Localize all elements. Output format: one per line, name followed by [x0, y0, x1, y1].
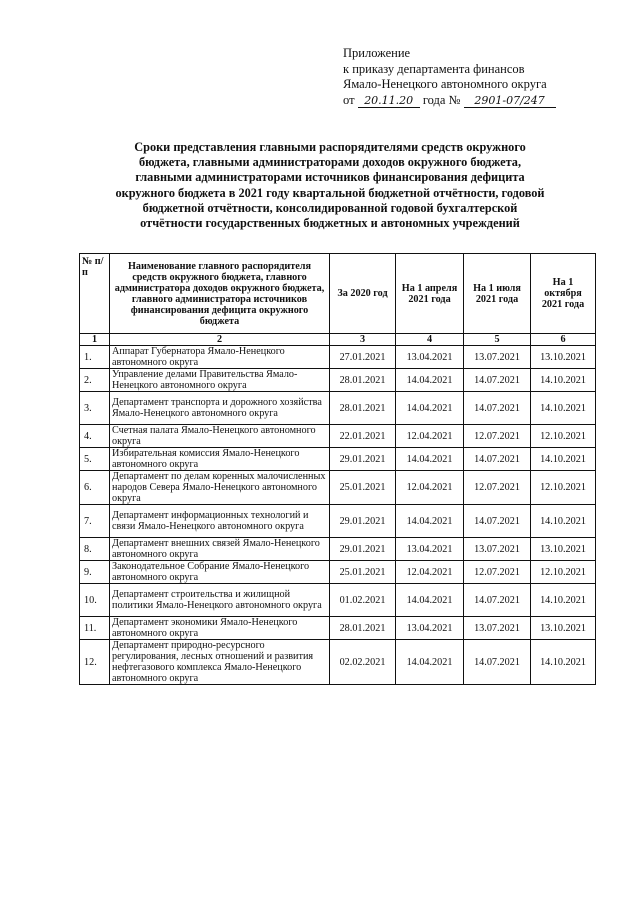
row-number: 9. — [80, 561, 110, 584]
row-number: 7. — [80, 505, 110, 538]
header-line-3: Ямало-Ненецкого автономного округа — [343, 77, 547, 91]
row-deadline-2020: 29.01.2021 — [330, 538, 396, 561]
table-row — [80, 505, 596, 538]
table-row — [80, 425, 596, 448]
row-deadline-july: 14.07.2021 — [464, 369, 531, 392]
row-organization-name: Избирательная комиссия Ямало-Ненецкого автономного округа — [110, 448, 330, 471]
row-deadline-april: 12.04.2021 — [396, 471, 464, 505]
order-date-handwritten: 20.11.20 — [358, 95, 420, 108]
row-organization-name: Счетная палата Ямало-Ненецкого автономного округа — [110, 425, 330, 448]
row-deadline-july: 12.07.2021 — [464, 561, 531, 584]
table-row — [80, 448, 596, 471]
row-deadline-2020: 29.01.2021 — [330, 448, 396, 471]
column-index: 4 — [396, 334, 464, 346]
title-line: главными администраторами источников финансирования дефицита — [135, 170, 525, 185]
row-deadline-april: 14.04.2021 — [396, 369, 464, 392]
row-deadline-july: 12.07.2021 — [464, 471, 531, 505]
row-number: 5. — [80, 448, 110, 471]
row-number: 11. — [80, 617, 110, 640]
row-deadline-april: 13.04.2021 — [396, 617, 464, 640]
row-deadline-october: 12.10.2021 — [531, 561, 596, 584]
header-name: Наименование главного распорядителя средств окружного бюджета, главного администратора доходов окружного бюджета, главного администратора источников финансирования дефицита окружного бюджета — [110, 254, 330, 334]
table-row — [80, 617, 596, 640]
table-row — [80, 584, 596, 617]
row-deadline-april: 14.04.2021 — [396, 505, 464, 538]
header-line-2: к приказу департамента финансов — [343, 61, 525, 76]
row-deadline-october: 14.10.2021 — [531, 448, 596, 471]
table-row — [80, 640, 596, 685]
table-header-row — [80, 254, 596, 334]
column-index: 2 — [110, 334, 330, 346]
row-deadline-october: 14.10.2021 — [531, 584, 596, 617]
row-deadline-april: 13.04.2021 — [396, 346, 464, 369]
title-line: бюджета, главными администраторами доходов окружного бюджета, — [138, 155, 522, 170]
title-line: бюджетной отчётности, консолидированной годовой бухгалтерской — [142, 200, 518, 215]
row-deadline-october: 14.10.2021 — [531, 392, 596, 425]
row-deadline-2020: 25.01.2021 — [330, 561, 396, 584]
order-number-handwritten: 2901-07/247 — [464, 95, 556, 108]
row-deadline-april: 12.04.2021 — [396, 425, 464, 448]
header-line-1: Приложение — [343, 46, 411, 60]
title-line: окружного бюджета в 2021 году квартальной бюджетной отчётности, годовой — [115, 185, 545, 200]
row-deadline-april: 13.04.2021 — [396, 538, 464, 561]
title-line: отчётности государственных бюджетных и автономных учреждений — [140, 216, 520, 231]
row-deadline-2020: 28.01.2021 — [330, 369, 396, 392]
document-title — [70, 140, 590, 231]
row-organization-name: Департамент природно-ресурсного регулирования, лесных отношений и развития нефтегазового комплекса Ямало-Ненецкого автономного округа — [110, 640, 330, 685]
table-row — [80, 471, 596, 505]
table-row — [80, 538, 596, 561]
title-line: Сроки представления главными распорядителями средств окружного — [134, 140, 526, 154]
header-july: На 1 июля 2021 года — [464, 254, 531, 334]
row-deadline-2020: 02.02.2021 — [330, 640, 396, 685]
header-num: № п/п — [80, 254, 110, 334]
row-deadline-october: 12.10.2021 — [531, 471, 596, 505]
row-deadline-july: 14.07.2021 — [464, 505, 531, 538]
row-organization-name: Департамент внешних связей Ямало-Ненецкого автономного округа — [110, 538, 330, 561]
year-label: года № — [422, 92, 461, 107]
column-index: 6 — [531, 334, 596, 346]
row-deadline-april: 14.04.2021 — [396, 448, 464, 471]
row-number: 1. — [80, 346, 110, 369]
column-index-row — [80, 334, 596, 346]
row-deadline-2020: 27.01.2021 — [330, 346, 396, 369]
header-october: На 1 октября 2021 года — [531, 254, 596, 334]
column-index: 3 — [330, 334, 396, 346]
row-deadline-2020: 01.02.2021 — [330, 584, 396, 617]
column-index: 1 — [80, 334, 110, 346]
row-deadline-july: 14.07.2021 — [464, 584, 531, 617]
row-number: 3. — [80, 392, 110, 425]
row-number: 12. — [80, 640, 110, 685]
table-row — [80, 561, 596, 584]
row-number: 4. — [80, 425, 110, 448]
row-deadline-july: 14.07.2021 — [464, 448, 531, 471]
row-deadline-october: 14.10.2021 — [531, 640, 596, 685]
row-organization-name: Департамент экономики Ямало-Ненецкого автономного округа — [110, 617, 330, 640]
table-row — [80, 392, 596, 425]
row-deadline-october: 13.10.2021 — [531, 617, 596, 640]
row-organization-name: Департамент транспорта и дорожного хозяйства Ямало-Ненецкого автономного округа — [110, 392, 330, 425]
row-deadline-july: 14.07.2021 — [464, 640, 531, 685]
row-organization-name: Департамент строительства и жилищной политики Ямало-Ненецкого автономного округа — [110, 584, 330, 617]
row-deadline-july: 13.07.2021 — [464, 617, 531, 640]
column-index: 5 — [464, 334, 531, 346]
row-deadline-april: 14.04.2021 — [396, 392, 464, 425]
row-deadline-july: 13.07.2021 — [464, 538, 531, 561]
row-deadline-october: 13.10.2021 — [531, 538, 596, 561]
table-row — [80, 346, 596, 369]
row-deadline-april: 12.04.2021 — [396, 561, 464, 584]
row-deadline-october: 14.10.2021 — [531, 505, 596, 538]
row-deadline-july: 12.07.2021 — [464, 425, 531, 448]
row-organization-name: Управление делами Правительства Ямало-Ненецкого автономного округа — [110, 369, 330, 392]
from-label: от — [343, 92, 355, 107]
row-deadline-july: 13.07.2021 — [464, 346, 531, 369]
row-deadline-2020: 29.01.2021 — [330, 505, 396, 538]
header-2020: За 2020 год — [330, 254, 396, 334]
row-deadline-2020: 28.01.2021 — [330, 392, 396, 425]
row-organization-name: Департамент информационных технологий и связи Ямало-Ненецкого автономного округа — [110, 505, 330, 538]
row-organization-name: Департамент по делам коренных малочисленных народов Севера Ямало-Ненецкого автономного округа — [110, 471, 330, 505]
row-deadline-2020: 28.01.2021 — [330, 617, 396, 640]
attachment-header — [343, 46, 556, 108]
row-number: 10. — [80, 584, 110, 617]
row-deadline-2020: 22.01.2021 — [330, 425, 396, 448]
row-deadline-april: 14.04.2021 — [396, 640, 464, 685]
row-organization-name: Законодательное Собрание Ямало-Ненецкого автономного округа — [110, 561, 330, 584]
header-april: На 1 апреля 2021 года — [396, 254, 464, 334]
row-deadline-april: 14.04.2021 — [396, 584, 464, 617]
row-deadline-october: 12.10.2021 — [531, 425, 596, 448]
row-organization-name: Аппарат Губернатора Ямало-Ненецкого автономного округа — [110, 346, 330, 369]
header-line-4 — [343, 93, 556, 109]
row-deadline-2020: 25.01.2021 — [330, 471, 396, 505]
row-deadline-july: 14.07.2021 — [464, 392, 531, 425]
row-number: 8. — [80, 538, 110, 561]
row-deadline-october: 13.10.2021 — [531, 346, 596, 369]
row-number: 2. — [80, 369, 110, 392]
row-deadline-october: 14.10.2021 — [531, 369, 596, 392]
row-number: 6. — [80, 471, 110, 505]
table-row — [80, 369, 596, 392]
deadlines-table — [79, 253, 596, 685]
